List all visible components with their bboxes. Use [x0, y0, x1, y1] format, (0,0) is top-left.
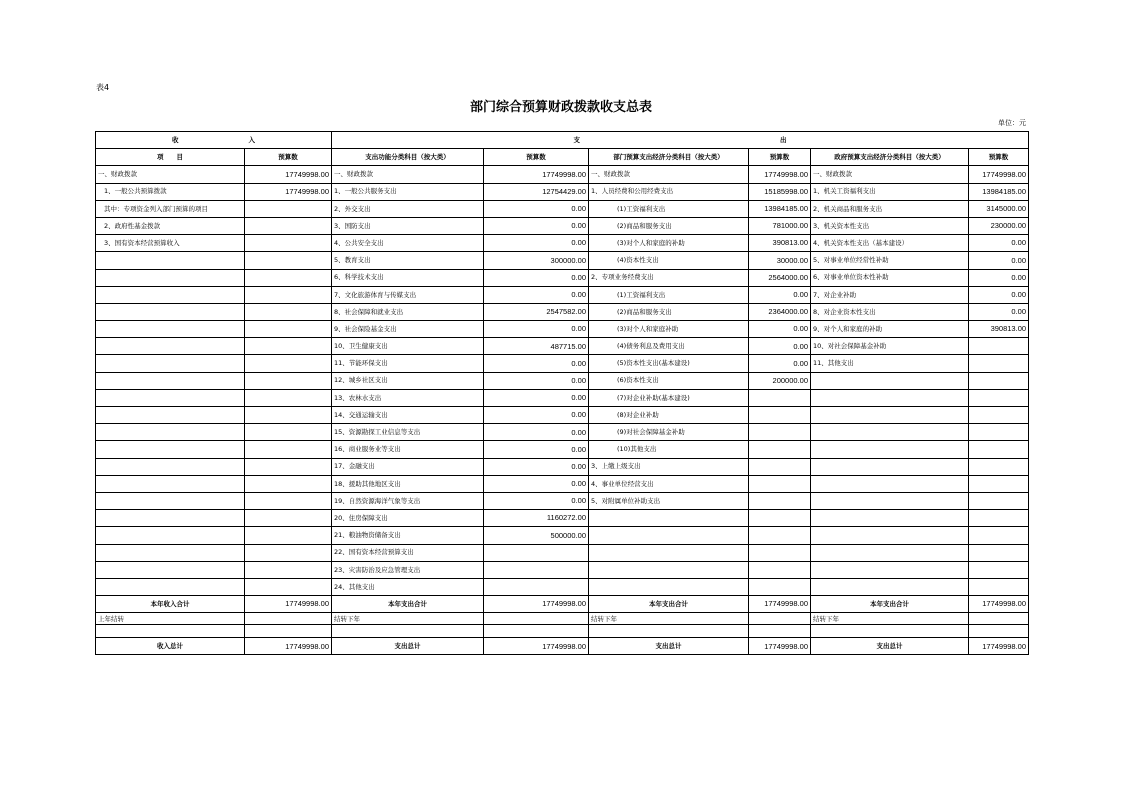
dept-econ-budget-cell [749, 510, 811, 527]
func-budget-cell: 0.00 [484, 372, 589, 389]
table-row [96, 492, 1029, 509]
func-budget-cell: 0.00 [484, 286, 589, 303]
carry-in-label: 上年结转 [96, 613, 245, 625]
dept-econ-item-cell: (8)对企业补助 [589, 407, 749, 424]
func-budget-cell: 0.00 [484, 441, 589, 458]
income-item-cell [96, 321, 245, 338]
income-total-label: 收入总计 [96, 638, 245, 655]
dept-econ-budget-cell [749, 527, 811, 544]
gov-econ-item-cell [811, 544, 969, 561]
func-item-cell: 18、援助其他地区支出 [332, 475, 484, 492]
income-budget-cell [245, 252, 332, 269]
func-item-cell: 17、金融支出 [332, 458, 484, 475]
expense-char-1: 支 [573, 135, 581, 144]
carry-out-label: 结转下年 [811, 613, 969, 625]
income-item-cell: 其中：专项资金列入部门预算的项目 [96, 200, 245, 217]
gov-econ-item-cell [811, 372, 969, 389]
table-row [96, 389, 1029, 406]
dept-econ-item-cell [589, 561, 749, 578]
dept-econ-item-cell: 5、对附属单位补助支出 [589, 492, 749, 509]
income-item-cell: 一、财政拨款 [96, 166, 245, 183]
gov-econ-item-cell [811, 389, 969, 406]
table-row [96, 217, 1029, 234]
expense-total-value: 17749998.00 [969, 638, 1029, 655]
column-header-row [96, 149, 1029, 166]
blank-row [96, 625, 1029, 638]
gov-econ-budget-cell: 17749998.00 [969, 166, 1029, 183]
func-item-cell: 9、社会保险基金支出 [332, 321, 484, 338]
dept-econ-item-cell: 4、事业单位经营支出 [589, 475, 749, 492]
func-item-cell: 20、住房保障支出 [332, 510, 484, 527]
func-item-cell: 12、城乡社区支出 [332, 372, 484, 389]
gov-econ-item-cell [811, 475, 969, 492]
gov-econ-item-cell: 6、对事业单位资本性补助 [811, 269, 969, 286]
dept-econ-budget-cell: 2364000.00 [749, 303, 811, 320]
income-budget-cell [245, 458, 332, 475]
income-budget-cell: 17749998.00 [245, 183, 332, 200]
dept-econ-budget-cell: 2564000.00 [749, 269, 811, 286]
func-item-cell: 13、农林水支出 [332, 389, 484, 406]
col-header-gov-econ: 政府预算支出经济分类科目（按大类） [811, 149, 969, 166]
expense-total-label: 支出总计 [332, 638, 484, 655]
dept-econ-item-cell: (6)资本性支出 [589, 372, 749, 389]
dept-econ-budget-cell: 0.00 [749, 286, 811, 303]
func-budget-cell: 0.00 [484, 407, 589, 424]
gov-econ-item-cell [811, 527, 969, 544]
table-row [96, 200, 1029, 217]
gov-econ-budget-cell: 230000.00 [969, 217, 1029, 234]
table-row [96, 510, 1029, 527]
blank-cell [332, 625, 484, 638]
budget-table [95, 131, 1029, 655]
func-item-cell: 4、公共安全支出 [332, 235, 484, 252]
table-row [96, 424, 1029, 441]
income-budget-cell [245, 269, 332, 286]
func-item-cell: 2、外交支出 [332, 200, 484, 217]
dept-econ-item-cell [589, 544, 749, 561]
expense-total-value: 17749998.00 [484, 638, 589, 655]
income-item-cell [96, 510, 245, 527]
gov-econ-budget-cell [969, 441, 1029, 458]
gov-econ-budget-cell [969, 424, 1029, 441]
dept-econ-budget-cell [749, 458, 811, 475]
carry-row [96, 613, 1029, 625]
dept-econ-budget-cell: 781000.00 [749, 217, 811, 234]
gov-econ-budget-cell [969, 475, 1029, 492]
blank-cell [484, 625, 589, 638]
func-item-cell: 一、财政拨款 [332, 166, 484, 183]
gov-econ-item-cell: 8、对企业资本性支出 [811, 303, 969, 320]
income-budget-cell [245, 389, 332, 406]
table-row [96, 578, 1029, 595]
func-budget-cell: 17749998.00 [484, 166, 589, 183]
func-item-cell: 23、灾害防治及应急管理支出 [332, 561, 484, 578]
dept-econ-item-cell: 3、上缴上级支出 [589, 458, 749, 475]
table-row [96, 235, 1029, 252]
income-item-cell [96, 389, 245, 406]
income-budget-cell [245, 235, 332, 252]
dept-econ-item-cell: (4)资本性支出 [589, 252, 749, 269]
dept-econ-item-cell: 2、专项业务经费支出 [589, 269, 749, 286]
expense-total-label: 支出总计 [589, 638, 749, 655]
carry-out-value [749, 613, 811, 625]
gov-econ-item-cell: 3、机关资本性支出 [811, 217, 969, 234]
col-header-budget: 预算数 [969, 149, 1029, 166]
table-row [96, 269, 1029, 286]
income-group-header [96, 132, 332, 149]
gov-econ-item-cell [811, 561, 969, 578]
func-item-cell: 1、一般公共服务支出 [332, 183, 484, 200]
income-budget-cell [245, 544, 332, 561]
income-budget-cell [245, 321, 332, 338]
gov-econ-item-cell [811, 424, 969, 441]
func-item-cell: 10、卫生健康支出 [332, 338, 484, 355]
table-row [96, 527, 1029, 544]
income-item-cell [96, 338, 245, 355]
gov-econ-budget-cell: 0.00 [969, 269, 1029, 286]
col-header-budget: 预算数 [245, 149, 332, 166]
year-income-value: 17749998.00 [245, 596, 332, 613]
expense-total-label: 支出总计 [811, 638, 969, 655]
gov-econ-budget-cell: 0.00 [969, 252, 1029, 269]
year-expense-label: 本年支出合计 [589, 596, 749, 613]
gov-econ-item-cell: 11、其他支出 [811, 355, 969, 372]
dept-econ-budget-cell: 0.00 [749, 355, 811, 372]
gov-econ-item-cell: 9、对个人和家庭的补助 [811, 321, 969, 338]
dept-econ-budget-cell [749, 492, 811, 509]
page-title: 部门综合预算财政拨款收支总表 [469, 100, 652, 115]
func-budget-cell [484, 561, 589, 578]
func-budget-cell: 487715.00 [484, 338, 589, 355]
income-budget-cell [245, 424, 332, 441]
income-budget-cell [245, 217, 332, 234]
dept-econ-item-cell: (4)债务利息及费用支出 [589, 338, 749, 355]
dept-econ-budget-cell [749, 475, 811, 492]
table-row [96, 303, 1029, 320]
dept-econ-item-cell: 1、人员经费和公用经费支出 [589, 183, 749, 200]
carry-in-value [245, 613, 332, 625]
income-budget-cell [245, 527, 332, 544]
gov-econ-budget-cell [969, 510, 1029, 527]
gov-econ-budget-cell: 0.00 [969, 235, 1029, 252]
gov-econ-item-cell: 10、对社会保障基金补助 [811, 338, 969, 355]
income-budget-cell [245, 578, 332, 595]
dept-econ-item-cell [589, 527, 749, 544]
income-budget-cell [245, 441, 332, 458]
dept-econ-item-cell: (2)商品和服务支出 [589, 303, 749, 320]
income-item-cell [96, 544, 245, 561]
expense-group-header [332, 132, 1029, 149]
group-header-row [96, 132, 1029, 149]
dept-econ-item-cell: (10)其他支出 [589, 441, 749, 458]
gov-econ-budget-cell: 3145000.00 [969, 200, 1029, 217]
col-header-func: 支出功能分类科目（按大类） [332, 149, 484, 166]
dept-econ-budget-cell: 15185998.00 [749, 183, 811, 200]
func-budget-cell: 0.00 [484, 424, 589, 441]
gov-econ-item-cell [811, 510, 969, 527]
gov-econ-budget-cell [969, 372, 1029, 389]
income-budget-cell [245, 286, 332, 303]
income-item-cell [96, 458, 245, 475]
table-row [96, 166, 1029, 183]
gov-econ-budget-cell [969, 338, 1029, 355]
income-item-cell [96, 407, 245, 424]
carry-out-label: 结转下年 [589, 613, 749, 625]
expense-total-value: 17749998.00 [749, 638, 811, 655]
carry-out-label: 结转下年 [332, 613, 484, 625]
table-row [96, 407, 1029, 424]
func-budget-cell: 500000.00 [484, 527, 589, 544]
dept-econ-budget-cell [749, 389, 811, 406]
func-item-cell: 11、节能环保支出 [332, 355, 484, 372]
dept-econ-budget-cell: 200000.00 [749, 372, 811, 389]
gov-econ-item-cell: 1、机关工资福利支出 [811, 183, 969, 200]
table-row [96, 441, 1029, 458]
year-income-label: 本年收入合计 [96, 596, 245, 613]
income-budget-cell [245, 475, 332, 492]
table-row [96, 338, 1029, 355]
income-budget-cell [245, 303, 332, 320]
func-budget-cell: 0.00 [484, 217, 589, 234]
income-item-cell [96, 578, 245, 595]
blank-cell [811, 625, 969, 638]
dept-econ-item-cell [589, 510, 749, 527]
func-budget-cell: 0.00 [484, 269, 589, 286]
carry-out-value [969, 613, 1029, 625]
dept-econ-budget-cell: 17749998.00 [749, 166, 811, 183]
income-item-cell [96, 475, 245, 492]
dept-econ-budget-cell [749, 407, 811, 424]
func-item-cell: 14、交通运输支出 [332, 407, 484, 424]
gov-econ-budget-cell [969, 561, 1029, 578]
income-item-cell [96, 252, 245, 269]
gov-econ-item-cell [811, 458, 969, 475]
blank-cell [96, 625, 245, 638]
income-item-cell [96, 286, 245, 303]
gov-econ-item-cell: 5、对事业单位经常性补助 [811, 252, 969, 269]
table-number: 表4 [96, 83, 110, 92]
func-item-cell: 22、国有资本经营预算支出 [332, 544, 484, 561]
income-total-value: 17749998.00 [245, 638, 332, 655]
gov-econ-item-cell: 一、财政拨款 [811, 166, 969, 183]
func-item-cell: 3、国防支出 [332, 217, 484, 234]
dept-econ-budget-cell [749, 544, 811, 561]
dept-econ-budget-cell [749, 441, 811, 458]
income-item-cell [96, 527, 245, 544]
income-budget-cell [245, 561, 332, 578]
func-item-cell: 19、自然资源海洋气象等支出 [332, 492, 484, 509]
year-expense-label: 本年支出合计 [811, 596, 969, 613]
gov-econ-budget-cell: 13984185.00 [969, 183, 1029, 200]
income-budget-cell [245, 510, 332, 527]
gov-econ-budget-cell [969, 492, 1029, 509]
dept-econ-budget-cell: 30000.00 [749, 252, 811, 269]
dept-econ-item-cell: (2)商品和服务支出 [589, 217, 749, 234]
func-item-cell: 21、粮油物资储备支出 [332, 527, 484, 544]
table-row [96, 252, 1029, 269]
gov-econ-budget-cell: 390813.00 [969, 321, 1029, 338]
income-item-cell [96, 355, 245, 372]
expense-char-2: 出 [780, 135, 787, 144]
income-budget-cell [245, 355, 332, 372]
income-item-cell [96, 269, 245, 286]
func-budget-cell: 12754429.00 [484, 183, 589, 200]
gov-econ-budget-cell [969, 389, 1029, 406]
income-item-cell [96, 424, 245, 441]
dept-econ-budget-cell [749, 578, 811, 595]
col-header-item: 项 目 [96, 149, 245, 166]
table-row [96, 544, 1029, 561]
income-budget-cell [245, 200, 332, 217]
func-budget-cell: 0.00 [484, 389, 589, 406]
year-total-row [96, 596, 1029, 613]
table-row [96, 321, 1029, 338]
unit-label: 单位：元 [998, 119, 1026, 127]
year-expense-value: 17749998.00 [969, 596, 1029, 613]
table-row [96, 183, 1029, 200]
table-row [96, 372, 1029, 389]
col-header-budget: 预算数 [484, 149, 589, 166]
func-budget-cell: 0.00 [484, 492, 589, 509]
func-budget-cell [484, 578, 589, 595]
gov-econ-item-cell [811, 441, 969, 458]
income-item-cell: 1、一般公共预算拨款 [96, 183, 245, 200]
grand-total-row [96, 638, 1029, 655]
blank-cell [749, 625, 811, 638]
col-header-budget: 预算数 [749, 149, 811, 166]
func-item-cell: 7、文化旅游体育与传媒支出 [332, 286, 484, 303]
gov-econ-item-cell [811, 407, 969, 424]
income-budget-cell [245, 372, 332, 389]
blank-cell [589, 625, 749, 638]
func-item-cell: 6、科学技术支出 [332, 269, 484, 286]
func-item-cell: 8、社会保障和就业支出 [332, 303, 484, 320]
gov-econ-item-cell: 7、对企业补助 [811, 286, 969, 303]
func-item-cell: 5、教育支出 [332, 252, 484, 269]
income-item-cell [96, 561, 245, 578]
func-budget-cell: 0.00 [484, 475, 589, 492]
table-row [96, 458, 1029, 475]
gov-econ-budget-cell [969, 527, 1029, 544]
gov-econ-budget-cell [969, 458, 1029, 475]
gov-econ-budget-cell: 0.00 [969, 303, 1029, 320]
func-budget-cell: 300000.00 [484, 252, 589, 269]
carry-out-value [484, 613, 589, 625]
dept-econ-item-cell: (1)工资福利支出 [589, 286, 749, 303]
income-item-cell [96, 492, 245, 509]
gov-econ-item-cell: 4、机关资本性支出（基本建设） [811, 235, 969, 252]
func-budget-cell: 0.00 [484, 355, 589, 372]
func-budget-cell: 0.00 [484, 200, 589, 217]
year-expense-value: 17749998.00 [484, 596, 589, 613]
gov-econ-budget-cell [969, 544, 1029, 561]
gov-econ-item-cell [811, 578, 969, 595]
func-budget-cell: 2547582.00 [484, 303, 589, 320]
dept-econ-budget-cell: 0.00 [749, 321, 811, 338]
dept-econ-budget-cell [749, 561, 811, 578]
dept-econ-item-cell: (1)工资福利支出 [589, 200, 749, 217]
dept-econ-item-cell: (3)对个人和家庭的补助 [589, 235, 749, 252]
year-expense-value: 17749998.00 [749, 596, 811, 613]
table-row [96, 286, 1029, 303]
year-expense-label: 本年支出合计 [332, 596, 484, 613]
table-row [96, 475, 1029, 492]
dept-econ-budget-cell: 13984185.00 [749, 200, 811, 217]
func-item-cell: 15、资源勘探工业信息等支出 [332, 424, 484, 441]
dept-econ-item-cell: (7)对企业补助(基本建设) [589, 389, 749, 406]
gov-econ-budget-cell [969, 355, 1029, 372]
blank-cell [969, 625, 1029, 638]
func-item-cell: 16、商业服务业等支出 [332, 441, 484, 458]
income-budget-cell: 17749998.00 [245, 166, 332, 183]
income-item-cell [96, 372, 245, 389]
gov-econ-budget-cell [969, 578, 1029, 595]
func-budget-cell: 0.00 [484, 235, 589, 252]
gov-econ-item-cell: 2、机关商品和服务支出 [811, 200, 969, 217]
dept-econ-item-cell [589, 578, 749, 595]
dept-econ-item-cell: (9)对社会保障基金补助 [589, 424, 749, 441]
func-budget-cell [484, 544, 589, 561]
gov-econ-item-cell [811, 492, 969, 509]
dept-econ-budget-cell: 390813.00 [749, 235, 811, 252]
blank-cell [245, 625, 332, 638]
income-budget-cell [245, 407, 332, 424]
dept-econ-budget-cell: 0.00 [749, 338, 811, 355]
dept-econ-budget-cell [749, 424, 811, 441]
income-item-cell [96, 441, 245, 458]
dept-econ-item-cell: (3)对个人和家庭补助 [589, 321, 749, 338]
income-item-cell [96, 303, 245, 320]
table-row [96, 355, 1029, 372]
dept-econ-item-cell: 一、财政拨款 [589, 166, 749, 183]
func-item-cell: 24、其他支出 [332, 578, 484, 595]
func-budget-cell: 0.00 [484, 458, 589, 475]
income-item-cell: 3、国有资本经营预算收入 [96, 235, 245, 252]
income-char-1: 收 [172, 135, 179, 144]
gov-econ-budget-cell: 0.00 [969, 286, 1029, 303]
func-budget-cell: 0.00 [484, 321, 589, 338]
income-budget-cell [245, 492, 332, 509]
table-row [96, 561, 1029, 578]
gov-econ-budget-cell [969, 407, 1029, 424]
income-char-2: 入 [248, 135, 255, 144]
func-budget-cell: 1160272.00 [484, 510, 589, 527]
dept-econ-item-cell: (5)资本性支出(基本建设) [589, 355, 749, 372]
income-budget-cell [245, 338, 332, 355]
income-item-cell: 2、政府性基金拨款 [96, 217, 245, 234]
col-header-dept-econ: 部门预算支出经济分类科目（按大类） [589, 149, 749, 166]
